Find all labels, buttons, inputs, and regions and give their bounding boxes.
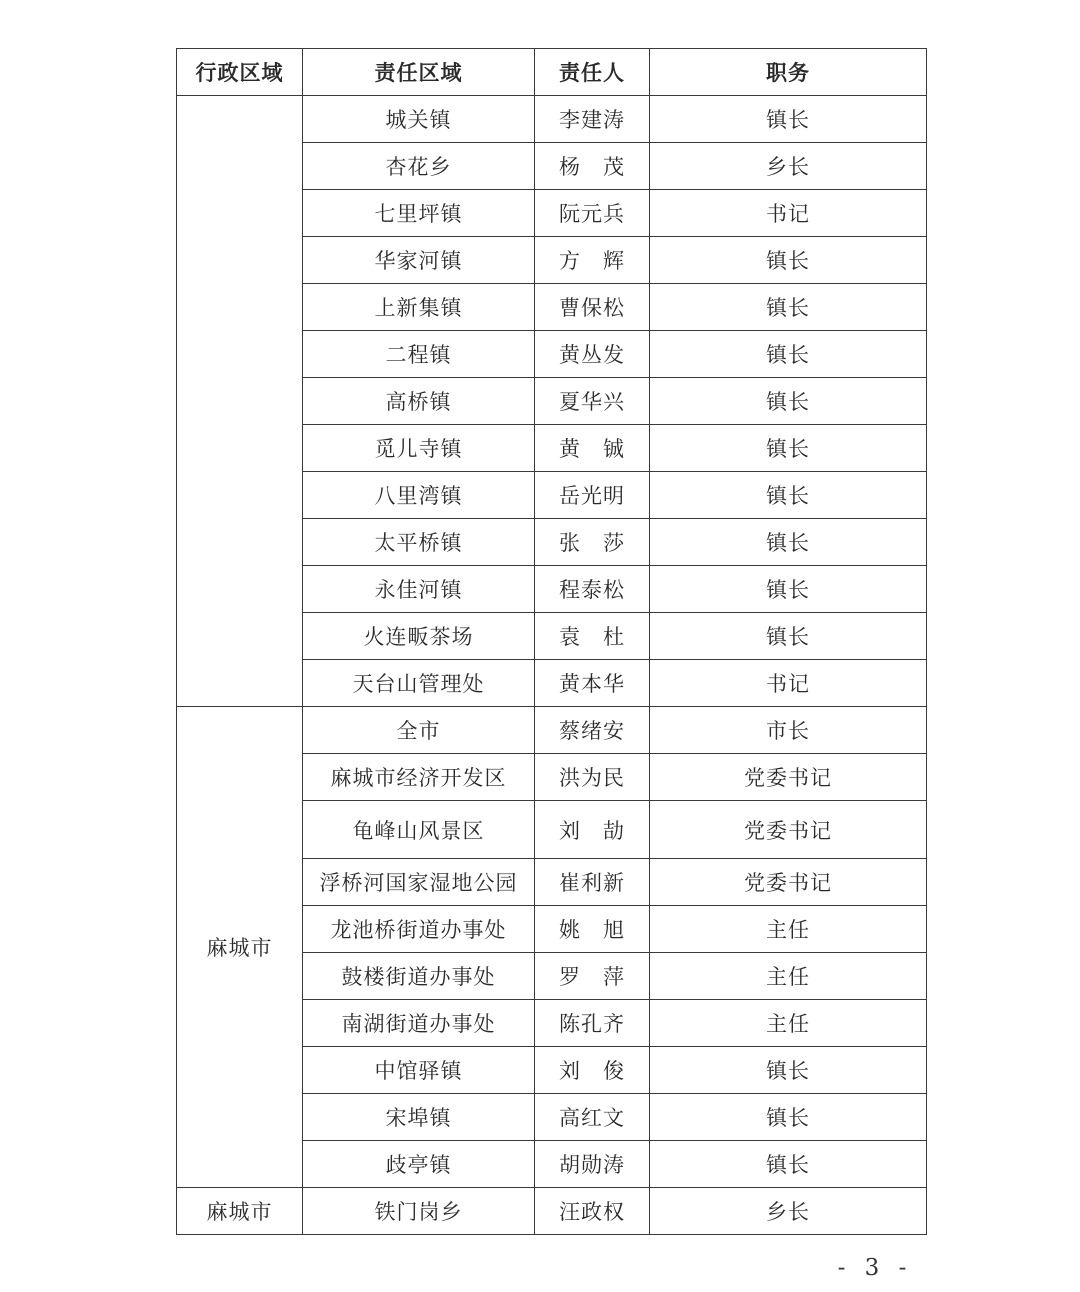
header-person: 责任人 bbox=[535, 49, 650, 96]
area-cell: 浮桥河国家湿地公园 bbox=[303, 859, 535, 906]
area-cell: 七里坪镇 bbox=[303, 190, 535, 237]
region-cell bbox=[177, 96, 303, 707]
title-cell: 主任 bbox=[650, 953, 927, 1000]
responsibility-table bbox=[176, 48, 927, 1235]
person-cell: 黄丛发 bbox=[535, 331, 650, 378]
area-cell: 南湖街道办事处 bbox=[303, 1000, 535, 1047]
title-cell: 党委书记 bbox=[650, 801, 927, 859]
header-region: 行政区域 bbox=[177, 49, 303, 96]
area-cell: 铁门岗乡 bbox=[303, 1188, 535, 1235]
title-cell: 镇长 bbox=[650, 613, 927, 660]
person-cell: 汪政权 bbox=[535, 1188, 650, 1235]
area-cell: 麻城市经济开发区 bbox=[303, 754, 535, 801]
person-cell: 袁 杜 bbox=[535, 613, 650, 660]
area-cell: 火连畈茶场 bbox=[303, 613, 535, 660]
person-cell: 阮元兵 bbox=[535, 190, 650, 237]
header-title: 职务 bbox=[650, 49, 927, 96]
table-row bbox=[177, 96, 927, 143]
person-cell: 姚 旭 bbox=[535, 906, 650, 953]
area-cell: 上新集镇 bbox=[303, 284, 535, 331]
title-cell: 书记 bbox=[650, 190, 927, 237]
title-cell: 镇长 bbox=[650, 237, 927, 284]
title-cell: 镇长 bbox=[650, 331, 927, 378]
table-header-row bbox=[177, 49, 927, 96]
title-cell: 乡长 bbox=[650, 1188, 927, 1235]
title-cell: 镇长 bbox=[650, 472, 927, 519]
region-cell: 麻城市 bbox=[177, 707, 303, 1188]
area-cell: 天台山管理处 bbox=[303, 660, 535, 707]
person-cell: 岳光明 bbox=[535, 472, 650, 519]
area-cell: 高桥镇 bbox=[303, 378, 535, 425]
title-cell: 乡长 bbox=[650, 143, 927, 190]
person-cell: 蔡绪安 bbox=[535, 707, 650, 754]
person-cell: 李建涛 bbox=[535, 96, 650, 143]
area-cell: 龟峰山风景区 bbox=[303, 801, 535, 859]
table-body bbox=[177, 96, 927, 1235]
person-cell: 方 辉 bbox=[535, 237, 650, 284]
person-cell: 夏华兴 bbox=[535, 378, 650, 425]
title-cell: 镇长 bbox=[650, 284, 927, 331]
area-cell: 太平桥镇 bbox=[303, 519, 535, 566]
title-cell: 镇长 bbox=[650, 1094, 927, 1141]
title-cell: 书记 bbox=[650, 660, 927, 707]
person-cell: 黄 铖 bbox=[535, 425, 650, 472]
area-cell: 城关镇 bbox=[303, 96, 535, 143]
area-cell: 八里湾镇 bbox=[303, 472, 535, 519]
region-cell: 麻城市 bbox=[177, 1188, 303, 1235]
person-cell: 刘 劼 bbox=[535, 801, 650, 859]
person-cell: 崔利新 bbox=[535, 859, 650, 906]
area-cell: 歧亭镇 bbox=[303, 1141, 535, 1188]
area-cell: 二程镇 bbox=[303, 331, 535, 378]
area-cell: 中馆驿镇 bbox=[303, 1047, 535, 1094]
person-cell: 杨 茂 bbox=[535, 143, 650, 190]
title-cell: 镇长 bbox=[650, 1141, 927, 1188]
area-cell: 全市 bbox=[303, 707, 535, 754]
person-cell: 高红文 bbox=[535, 1094, 650, 1141]
person-cell: 程泰松 bbox=[535, 566, 650, 613]
header-area: 责任区域 bbox=[303, 49, 535, 96]
title-cell: 镇长 bbox=[650, 96, 927, 143]
table-row bbox=[177, 1188, 927, 1235]
person-cell: 陈孔齐 bbox=[535, 1000, 650, 1047]
person-cell: 罗 萍 bbox=[535, 953, 650, 1000]
table-row bbox=[177, 707, 927, 754]
person-cell: 黄本华 bbox=[535, 660, 650, 707]
area-cell: 宋埠镇 bbox=[303, 1094, 535, 1141]
title-cell: 镇长 bbox=[650, 378, 927, 425]
area-cell: 华家河镇 bbox=[303, 237, 535, 284]
area-cell: 永佳河镇 bbox=[303, 566, 535, 613]
person-cell: 洪为民 bbox=[535, 754, 650, 801]
title-cell: 镇长 bbox=[650, 425, 927, 472]
title-cell: 主任 bbox=[650, 1000, 927, 1047]
area-cell: 鼓楼街道办事处 bbox=[303, 953, 535, 1000]
title-cell: 镇长 bbox=[650, 1047, 927, 1094]
title-cell: 党委书记 bbox=[650, 754, 927, 801]
person-cell: 刘 俊 bbox=[535, 1047, 650, 1094]
person-cell: 曹保松 bbox=[535, 284, 650, 331]
title-cell: 市长 bbox=[650, 707, 927, 754]
title-cell: 镇长 bbox=[650, 519, 927, 566]
title-cell: 主任 bbox=[650, 906, 927, 953]
title-cell: 党委书记 bbox=[650, 859, 927, 906]
title-cell: 镇长 bbox=[650, 566, 927, 613]
area-cell: 觅儿寺镇 bbox=[303, 425, 535, 472]
person-cell: 张 莎 bbox=[535, 519, 650, 566]
page-number: - 3 - bbox=[837, 1255, 913, 1281]
area-cell: 杏花乡 bbox=[303, 143, 535, 190]
person-cell: 胡勋涛 bbox=[535, 1141, 650, 1188]
area-cell: 龙池桥街道办事处 bbox=[303, 906, 535, 953]
